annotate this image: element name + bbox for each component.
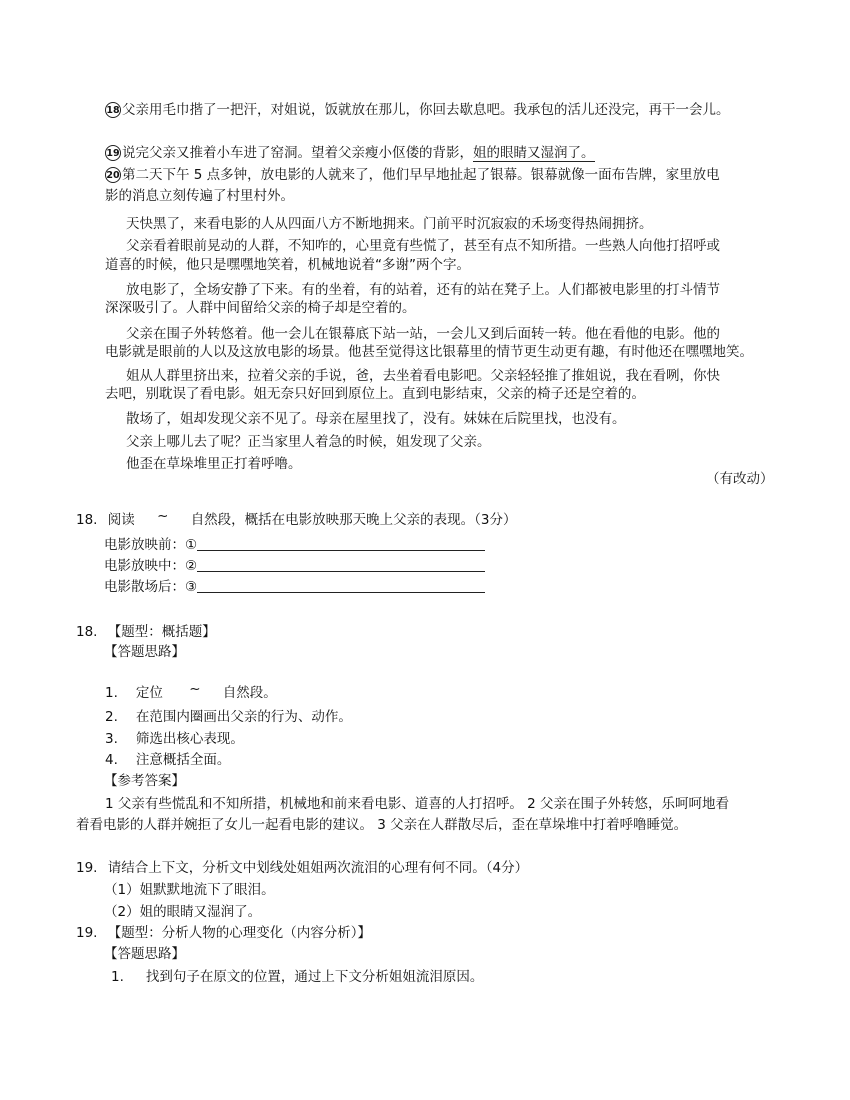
paragraph-20-line-1: [105, 165, 720, 185]
step-text: 在范围内圈画出父亲的行为、动作。: [135, 709, 352, 725]
blank-line[interactable]: [197, 578, 485, 593]
answer-19-thinking-title: 【答题思路】: [104, 946, 185, 962]
question-19-item-1: （1）姐默默地流下了眼泪。: [104, 882, 275, 898]
paragraph-22-line-1: 父亲看着眼前晃动的人群，不知咋的，心里竟有些慌了，甚至有点不知所措。一些熟人向他打招呼或: [126, 238, 720, 254]
answer-18-reference-line-1: 1 父亲有些慌乱和不知所措，机械地和前来看电影、道喜的人打招呼。 2 父亲在围子外转悠，乐呵呵地看: [105, 796, 730, 812]
paragraph-21: 天快黑了，来看电影的人从四面八方不断地拥来。门前平时沉寂寂的禾场变得热闹拥挤。: [126, 216, 653, 232]
question-stem: 自然段，概括在电影放映那天晚上父亲的表现。（3分）: [190, 512, 517, 528]
paragraph-24-line-1: 父亲在围子外转悠着。他一会儿在银幕底下站一站，一会儿又到后面转一转。他在看他的电影。他的: [126, 326, 720, 342]
question-read: 阅读: [107, 512, 135, 528]
paragraph-text: 说完父亲又推着小车进了窑洞。望着父亲瘦小伛偻的背影，: [122, 145, 473, 161]
adaptation-note: （有改动）: [706, 471, 774, 487]
question-number: 18.: [76, 512, 98, 528]
blank-line[interactable]: [197, 536, 485, 551]
step-number: 1.: [105, 685, 118, 701]
step-text: 定位: [135, 685, 163, 701]
question-19: [76, 858, 528, 878]
answer-blank-2: [104, 556, 485, 576]
range-tilde: ~: [157, 508, 169, 524]
answer-19-step-1: [111, 967, 483, 987]
question-type: 【题型：分析人物的心理变化（内容分析）】: [107, 925, 372, 941]
question-19-item-2: （2）姐的眼睛又湿润了。: [104, 904, 262, 920]
blank-label: 电影放映中：②: [104, 558, 198, 574]
paragraph-number: 20: [105, 167, 121, 183]
answer-18-step-2: [105, 707, 352, 727]
question-stem: 请结合上下文，分析文中划线处姐姐两次流泪的心理有何不同。（4分）: [107, 860, 529, 876]
answer-18-header: [76, 622, 216, 642]
range-tilde: ~: [189, 681, 201, 697]
step-number: 3.: [105, 731, 118, 747]
answer-18-reference-line-2: 着看电影的人群并婉拒了女儿一起看电影的建议。 3 父亲在人群散尽后，歪在草垛堆中打着呼噜睡觉。: [76, 817, 688, 833]
paragraph-number: 18: [105, 102, 121, 118]
paragraph-25-line-2: 去吧，别耽误了看电影。姐无奈只好回到原位上。直到电影结束，父亲的椅子还是空着的。: [105, 386, 645, 402]
paragraph-28: 他歪在草垛堆里正打着呼噜。: [126, 456, 302, 472]
paragraph-23-line-2: 深深吸引了。人群中间留给父亲的椅子却是空着的。: [105, 300, 416, 316]
answer-number: 19.: [76, 925, 98, 941]
step-number: 2.: [105, 709, 118, 725]
answer-18-step-3: [105, 729, 244, 749]
blank-line[interactable]: [197, 557, 485, 572]
paragraph-26: 散场了，姐却发现父亲不见了。母亲在屋里找了，没有。妹妹在后院里找，也没有。: [126, 411, 626, 427]
answer-blank-3: [104, 577, 485, 597]
paragraph-number: 19: [105, 145, 121, 161]
step-text: 找到句子在原文的位置，通过上下文分析姐姐流泪原因。: [145, 969, 484, 985]
question-18: [76, 506, 517, 530]
paragraph-20-line-2: 影的消息立刻传遍了村里村外。: [105, 188, 294, 204]
paragraph-18: [105, 100, 730, 120]
question-type: 【题型：概括题】: [107, 624, 216, 640]
blank-label: 电影散场后：③: [104, 579, 198, 595]
paragraph-24-line-2: 电影就是眼前的人以及这放电影的场景。他甚至觉得这比银幕里的情节更生动更有趣，有时他还在嘿嘿地笑。: [105, 344, 753, 360]
answer-19-header: [76, 923, 371, 943]
paragraph-22-line-2: 道喜的时候，他只是嘿嘿地笑着，机械地说着“多谢”两个字。: [105, 257, 470, 273]
step-number: 1.: [111, 969, 124, 985]
paragraph-text: 第二天下午 5 点多钟，放电影的人就来了，他们早早地扯起了银幕。银幕就像一面布告牌，家里放电: [122, 167, 720, 183]
blank-label: 电影放映前：①: [104, 537, 198, 553]
paragraph-27: 父亲上哪儿去了呢？正当家里人着急的时候，姐发现了父亲。: [126, 434, 491, 450]
answer-number: 18.: [76, 624, 98, 640]
answer-18-step-1: [105, 679, 277, 703]
paragraph-25-line-1: 姐从人群里挤出来，拉着父亲的手说，爸，去坐着看电影吧。父亲轻轻推了推姐说，我在看咧，你快: [126, 368, 720, 384]
step-number: 4.: [105, 752, 118, 768]
paragraph-23-line-1: 放电影了，全场安静了下来。有的坐着，有的站着，还有的站在凳子上。人们都被电影里的打斗情节: [126, 282, 720, 298]
step-text-after: 自然段。: [222, 685, 277, 701]
step-text: 注意概括全面。: [135, 752, 231, 768]
question-number: 19.: [76, 860, 98, 876]
answer-18-thinking-title: 【答题思路】: [104, 644, 185, 660]
answer-18-step-4: [105, 750, 230, 770]
paragraph-19: [105, 143, 595, 163]
underlined-sentence: 姐的眼睛又湿润了。: [473, 145, 595, 161]
answer-18-reference-title: 【参考答案】: [104, 773, 185, 789]
answer-blank-1: [104, 535, 485, 555]
paragraph-text: 父亲用毛巾揩了一把汗，对姐说，饭就放在那儿，你回去歇息吧。我承包的活儿还没完，再干一会儿。: [122, 102, 730, 118]
step-text: 筛选出核心表现。: [135, 731, 244, 747]
